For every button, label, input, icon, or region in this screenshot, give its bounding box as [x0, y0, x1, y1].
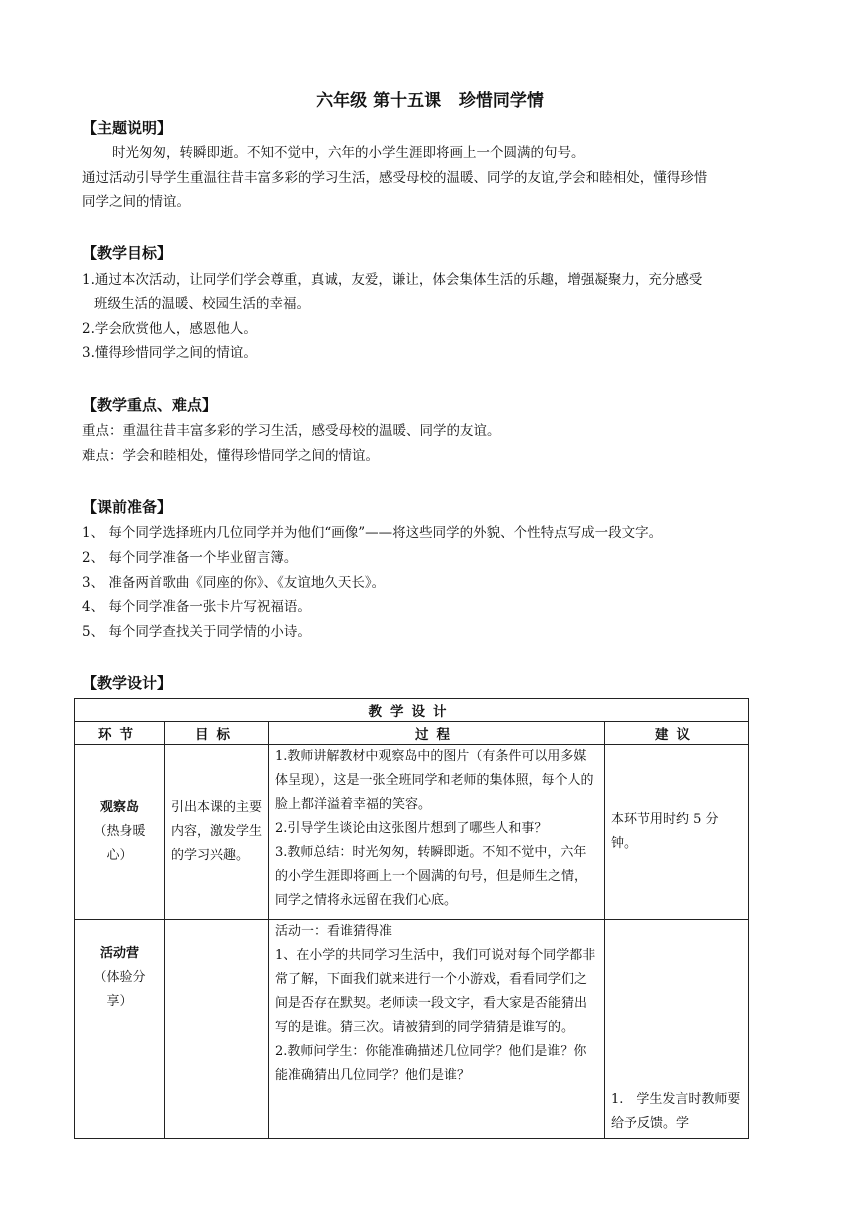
prep-line: 5、 每个同学查找关于同学情的小诗。	[82, 624, 311, 640]
prep-line: 4、 每个同学准备一张卡片写祝福语。	[82, 599, 311, 615]
theme-line: 通过活动引导学生重温往昔丰富多彩的学习生活，感受母校的温暖、同学的友谊,学会和睦相处，懂得珍惜	[82, 170, 708, 186]
prep-line: 3、 准备两首歌曲《同座的你》、《友谊地久天长》。	[82, 575, 386, 591]
table-caption-row	[75, 699, 749, 722]
goals-heading: 【教学目标】	[82, 244, 173, 262]
process-cell	[269, 920, 605, 1139]
goals-line: 3.懂得珍惜同学之间的情谊。	[82, 345, 257, 361]
segment-cell	[75, 745, 165, 920]
keypoints-line: 重点：重温往昔丰富多彩的学习生活，感受母校的温暖、同学的友谊。	[82, 423, 501, 439]
prep-heading: 【课前准备】	[82, 498, 173, 516]
goals-line: 2.学会欣赏他人，感恩他人。	[82, 321, 257, 337]
design-table	[74, 698, 749, 1139]
advice-cell	[605, 745, 749, 920]
table-caption: 教学设计	[75, 699, 749, 722]
table-header-row	[75, 722, 749, 745]
process-step: 3.教师总结：时光匆匆，转瞬即逝。不知不觉中，六年的小学生涯即将画上一个圆满的句号，但是师生之情，同学之情将永远留在我们心底。	[275, 845, 588, 908]
process-step: 1、在小学的共同学习生活中，我们可说对每个同学都非常了解，下面我们就来进行一个小游戏，看看同学们之间是否存在默契。老师读一段文字，看大家是否能猜出写的是谁。猜三次。请被猜到的同学猜猜是谁写的。	[275, 948, 596, 1035]
prep-line: 2、 每个同学准备一个毕业留言簿。	[82, 550, 298, 566]
segment-subtitle: （体验分享）	[93, 970, 146, 1009]
goals-line: 班级生活的温暖、校园生活的幸福。	[94, 296, 310, 312]
segment-cell	[75, 920, 165, 1139]
table-row	[75, 920, 749, 1139]
process-step: 2.引导学生谈论由这张图片想到了哪些人和事？	[275, 821, 548, 836]
theme-line: 同学之间的情谊。	[82, 194, 190, 210]
theme-heading: 【主题说明】	[82, 119, 173, 137]
process-step: 1.教师讲解教材中观察岛中的图片（有条件可以用多媒体呈现），这是一张全班同学和老师的集体照，每个人的脸上都洋溢着幸福的笑容。	[275, 749, 594, 812]
goals-line: 1.通过本次活动，让同学们学会尊重，真诚，友爱，谦让，体会集体生活的乐趣，增强凝聚力，充分感受	[82, 272, 703, 288]
process-step: 活动一：看谁猜得准	[275, 924, 393, 939]
prep-line: 1、 每个同学选择班内几位同学并为他们“画像”——将这些同学的外貌、个性特点写成一段文字。	[82, 525, 663, 541]
goal-cell	[165, 920, 269, 1139]
keypoints-heading: 【教学重点、难点】	[82, 396, 218, 414]
theme-line: 时光匆匆，转瞬即逝。不知不觉中，六年的小学生涯即将画上一个圆满的句号。	[112, 145, 585, 161]
goal-text: 引出本课的主要内容，激发学生的学习兴趣。	[171, 800, 263, 863]
process-cell	[269, 745, 605, 920]
segment-subtitle: （热身暖心）	[93, 824, 146, 863]
advice-text: 本环节用时约 5 分钟。	[611, 812, 719, 851]
page-title: 六年级 第十五课 珍惜同学情	[316, 91, 544, 111]
table-row	[75, 745, 749, 920]
keypoints-line: 难点：学会和睦相处，懂得珍惜同学之间的情谊。	[82, 448, 379, 464]
column-header-goal: 目标	[165, 722, 269, 745]
goal-cell	[165, 745, 269, 920]
advice-cell	[605, 920, 749, 1139]
process-step: 2.教师问学生：你能准确描述几位同学？他们是谁？你能准确猜出几位同学？他们是谁？	[275, 1044, 587, 1083]
column-header-process: 过程	[269, 722, 605, 745]
design-heading: 【教学设计】	[82, 674, 173, 692]
advice-text: 1. 学生发言时教师要给予反馈。学	[611, 1092, 741, 1131]
column-header-advice: 建议	[605, 722, 749, 745]
column-header-segment: 环节	[75, 722, 165, 745]
segment-name: 活动营	[99, 946, 139, 961]
segment-name: 观察岛	[99, 800, 139, 815]
